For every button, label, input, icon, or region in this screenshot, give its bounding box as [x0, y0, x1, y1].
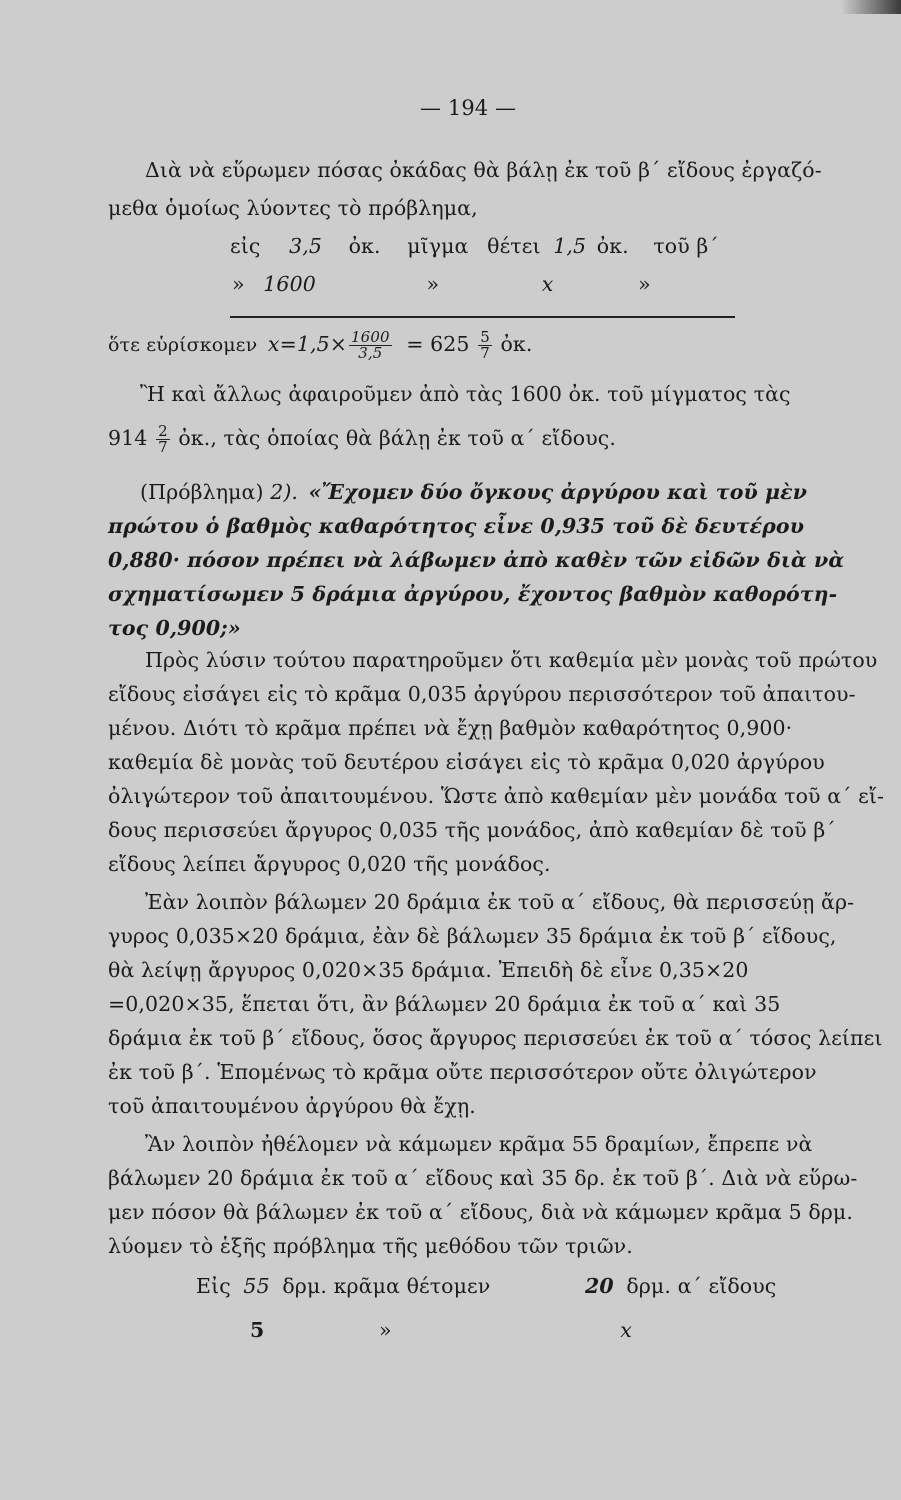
- problem-number: 2).: [270, 480, 299, 504]
- formula-line: [108, 330, 532, 361]
- para4-line7: τοῦ ἀπαιτουμένου ἀργύρου θὰ ἔχῃ.: [108, 1094, 476, 1118]
- formula-result: = 625: [406, 332, 470, 356]
- final-a-c5: δρμ. α΄ εἴδους: [626, 1274, 777, 1298]
- rule3-a-c1: εἰς: [230, 234, 261, 258]
- problem-line2: πρώτου ὁ βαθμὸς καθαρότητος εἶνε 0,935 τοῦ δὲ δευτέρου: [108, 514, 805, 538]
- formula-lhs: x=1,5×: [267, 332, 348, 356]
- rule3-a-c7: ὀκ.: [596, 234, 629, 258]
- formula-frac-numerator: 1600: [351, 328, 390, 346]
- para4-line1: Ἐὰν λοιπὸν βάλωμεν 20 δράμια ἐκ τοῦ α΄ εἴδους, θὰ περισσεύῃ ἄρ-: [145, 890, 855, 914]
- para2-l2-rest: ὀκ., τὰς ὁποίας θὰ βάλῃ ἐκ τοῦ α΄ εἴδους.: [178, 426, 616, 450]
- rule3-b-c5: »: [638, 272, 651, 296]
- rule3-row-b: [232, 272, 651, 296]
- page-corner-shadow: [841, 0, 901, 14]
- problem-line4: σχηματίσωμεν 5 δράμια ἀργύρου, ἔχοντος βαθμὸν καθορότη-: [108, 582, 838, 606]
- para5-line2: βάλωμεν 20 δράμια ἐκ τοῦ α΄ εἴδους καὶ 35 δρ. ἐκ τοῦ β΄. Διὰ νὰ εὕρω-: [108, 1166, 858, 1190]
- rule3-a-c3: ὀκ.: [348, 234, 381, 258]
- para4-line6: ἐκ τοῦ β΄. Ἑπομένως τὸ κρᾶμα οὔτε περισσότερον οὔτε ὀλιγώτερον: [108, 1060, 817, 1084]
- para2-frac-numerator: 2: [158, 422, 168, 440]
- page-number: — 194 —: [420, 96, 517, 120]
- para5-line4: λύομεν τὸ ἑξῆς πρόβλημα τῆς μεθόδου τῶν τριῶν.: [108, 1234, 633, 1258]
- para4-line2: γυρος 0,035×20 δράμια, ἐὰν δὲ βάλωμεν 35 δράμια ἐκ τοῦ β΄ εἴδους,: [108, 924, 837, 948]
- para4-line4: =0,020×35, ἕπεται ὅτι, ἂν βάλωμεν 20 δράμια ἐκ τοῦ α΄ καὶ 35: [108, 992, 781, 1016]
- formula-prefix: ὅτε εὑρίσκομεν: [108, 334, 258, 356]
- para4-line5: δράμια ἐκ τοῦ β΄ εἴδους, ὅσος ἄργυρος περισσεύει ἐκ τοῦ α΄ τόσος λείπει: [108, 1026, 883, 1050]
- para2-fraction: [156, 424, 170, 455]
- rule3-a-c6: 1,5: [553, 234, 587, 258]
- problem-line5: τος 0,900;»: [108, 616, 241, 640]
- final-a-c1: Εἰς: [196, 1274, 231, 1298]
- para1-line2: μεθα ὁμοίως λύοντες τὸ πρόβλημα,: [108, 196, 478, 220]
- para3-line1: Πρὸς λύσιν τούτου παρατηροῦμεν ὅτι καθεμία μὲν μονὰς τοῦ πρώτου: [145, 648, 878, 672]
- para4-line3: θὰ λείψῃ ἄργυρος 0,020×35 δράμια. Ἐπειδὴ δὲ εἶνε 0,35×20: [108, 958, 749, 982]
- problem-line3: 0,880· πόσον πρέπει νὰ λάβωμεν ἀπὸ καθὲν τῶν εἰδῶν διὰ νὰ: [108, 548, 845, 572]
- para3-line3: μένου. Διότι τὸ κρᾶμα πρέπει νὰ ἔχῃ βαθμὸν καθαρότητος 0,900·: [108, 716, 793, 740]
- problem-text-l1: «Ἔχομεν δύο ὄγκους ἀργύρου καὶ τοῦ μὲν: [308, 480, 808, 504]
- para5-line1: Ἂν λοιπὸν ἠθέλομεν νὰ κάμωμεν κρᾶμα 55 δραμίων, ἔπρεπε νὰ: [145, 1132, 813, 1156]
- para5-line3: μεν πόσον θὰ βάλωμεν ἐκ τοῦ α΄ εἴδους, διὰ νὰ κάμωμεν κρᾶμα 5 δρμ.: [108, 1200, 853, 1224]
- rule3-a-c2: 3,5: [289, 234, 322, 258]
- rule3-a-c5: θέτει: [487, 234, 541, 258]
- rule3-divider: [230, 316, 735, 318]
- rule3-b-c1: »: [232, 272, 245, 296]
- rule3-b-c2: 1600: [263, 272, 316, 296]
- rule3-a-c4: μῖγμα: [407, 234, 469, 258]
- final-row-a: [196, 1274, 776, 1298]
- para3-line5: ὀλιγώτερον τοῦ ἀπαιτουμένου. Ὥστε ἀπὸ καθεμίαν μὲν μονάδα τοῦ α΄ εἴ-: [108, 784, 884, 808]
- final-a-c4: 20: [584, 1274, 614, 1298]
- rule3-b-c4: x: [541, 272, 554, 296]
- final-b-c2: »: [379, 1318, 392, 1342]
- final-a-c2: 55: [243, 1274, 270, 1298]
- final-a-c3: δρμ. κρᾶμα θέτομεν: [282, 1274, 491, 1298]
- formula-frac-denominator: 3,5: [358, 344, 383, 362]
- formula-res-denominator: 7: [480, 344, 490, 362]
- formula-fraction: [349, 330, 392, 361]
- para1-line1: Διὰ νὰ εὕρωμεν πόσας ὀκάδας θὰ βάλῃ ἐκ τοῦ β΄ εἴδους ἐργαζό-: [145, 158, 822, 182]
- formula-unit: ὀκ.: [500, 332, 533, 356]
- final-row-b: [250, 1318, 632, 1342]
- para2-line1: Ἢ καὶ ἄλλως ἀφαιροῦμεν ἀπὸ τὰς 1600 ὀκ. τοῦ μίγματος τὰς: [140, 382, 791, 406]
- final-b-c3: x: [620, 1318, 632, 1342]
- problem-line1: [140, 480, 807, 504]
- para2-frac-denominator: 7: [158, 438, 168, 456]
- formula-result-fraction: [478, 330, 492, 361]
- para3-line4: καθεμία δὲ μονὰς τοῦ δευτέρου εἰσάγει εἰς τὸ κρᾶμα 0,020 ἀργύρου: [108, 750, 825, 774]
- rule3-b-c3: »: [426, 272, 440, 296]
- problem-label: (Πρόβλημα): [140, 480, 264, 504]
- para3-line6: δους περισσεύει ἄργυρος 0,035 τῆς μονάδος, ἀπὸ καθεμίαν δὲ τοῦ β΄: [108, 818, 836, 842]
- para2-line2: [108, 424, 616, 455]
- para3-line7: εἴδους λείπει ἄργυρος 0,020 τῆς μονάδος.: [108, 852, 551, 876]
- para2-l2-int: 914: [108, 426, 148, 450]
- para3-line2: εἴδους εἰσάγει εἰς τὸ κρᾶμα 0,035 ἀργύρου περισσότερον τοῦ ἀπαιτου-: [108, 682, 856, 706]
- rule3-row-a: [230, 234, 719, 258]
- rule3-a-c8: τοῦ β΄: [653, 234, 719, 258]
- final-b-c1: 5: [250, 1318, 265, 1342]
- formula-res-numerator: 5: [480, 328, 490, 346]
